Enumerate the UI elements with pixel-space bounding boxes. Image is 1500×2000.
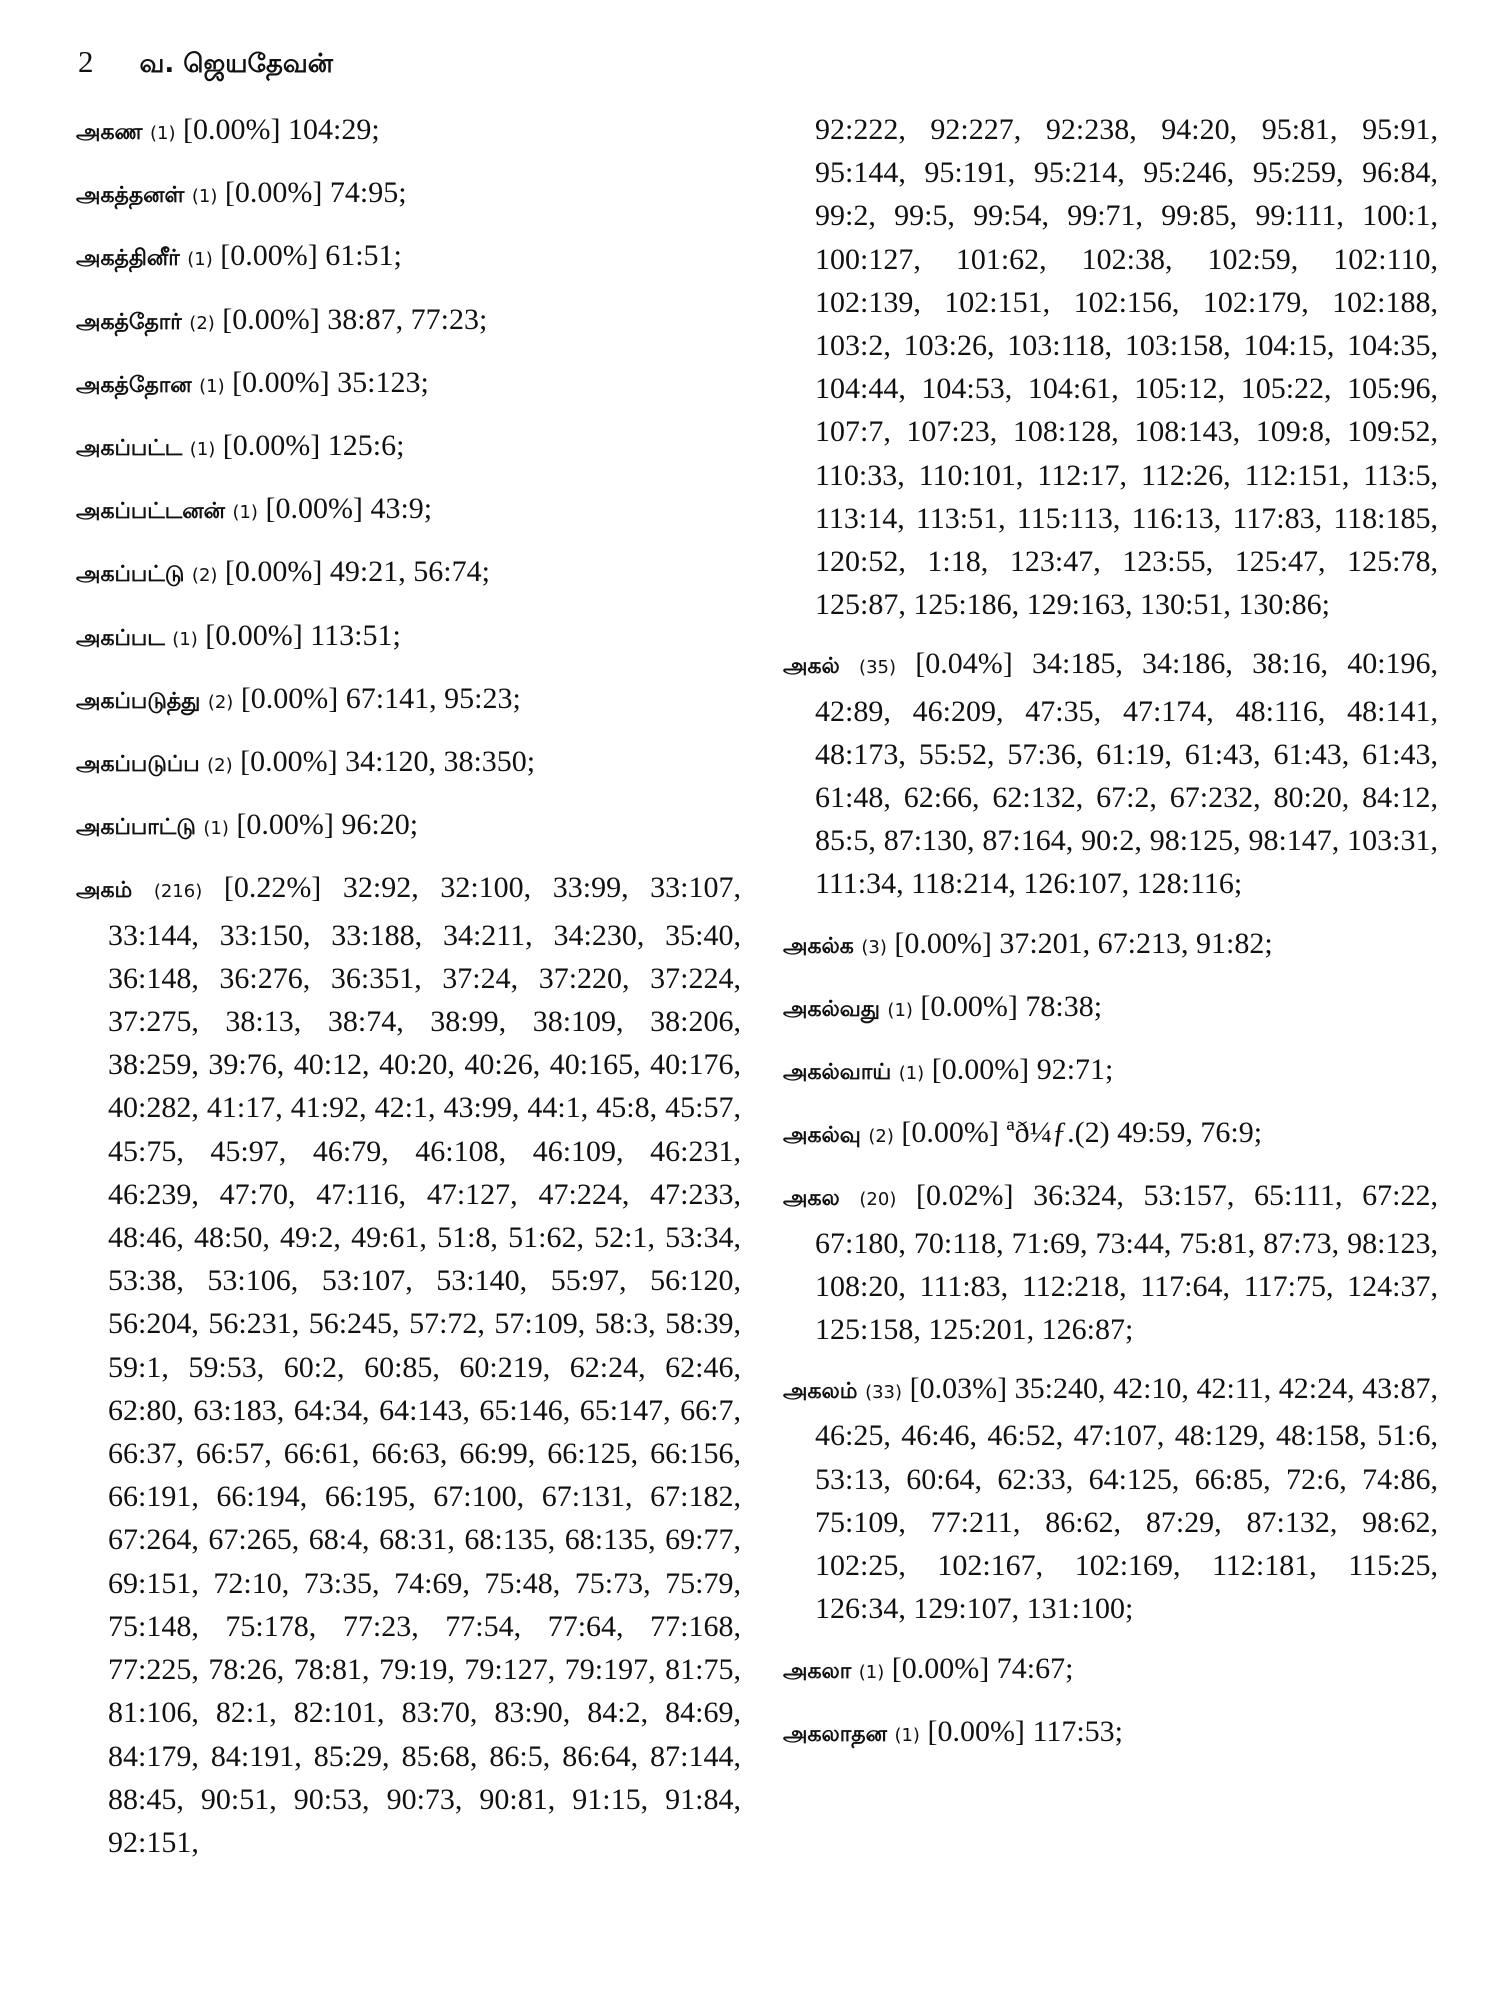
headword: அகத்தினீர் [76,246,180,272]
entry-references: 74:95; [329,176,407,210]
index-entry [76,171,741,218]
entry-references: 35:123; [337,365,429,399]
headword: அகத்தோன [76,372,192,398]
headword: அகப்பட [76,625,165,651]
entry-percent: [0.00%] [240,681,339,715]
entry-count: (1) [191,186,218,208]
entry-percent: [0.00%] [927,1714,1025,1748]
entry-references: 37:201, 67:213, 91:82; [999,926,1273,960]
headword: அகல் [783,654,840,680]
entry-count: (2) [207,691,234,713]
entry-percent: [0.02%] [915,1179,1014,1213]
entry-count: (216) [153,881,203,903]
entry-count: (1) [232,502,258,524]
entry-percent: [0.04%] [915,647,1013,681]
entry-references: 78:38; [1025,989,1103,1023]
entry-count: (1) [172,628,198,650]
index-entry [76,361,741,408]
entry-count: (1) [199,375,225,397]
index-entry [783,642,1438,905]
left-column [76,108,741,1880]
entry-percent: [0.00%] [891,1651,990,1685]
entry-references: 36:324, 53:157, 65:111, 67:22, 67:180, 70:118, 71:69, 73:44, 75:81, 87:73, 98:123, 108:20, 111:83, 112:218, 117:64, 117:75, 124:37, 125:158, 125:201, 126:87; [815,1179,1438,1347]
entry-percent: [0.03%] [909,1372,1008,1406]
entry-percent: [0.00%] [901,1116,999,1150]
headword: அகத்தனள் [76,183,185,209]
index-entry [76,298,741,345]
index-entry [783,1174,1438,1351]
headword: அகப்பாட்டு [76,815,196,841]
entry-references: 61:51; [325,239,402,273]
entry-percent: [0.00%] [265,492,363,526]
page-header [78,44,333,94]
entry-references: 35:240, 42:10, 42:11, 42:24, 43:87, 46:25, 46:46, 46:52, 47:107, 48:129, 48:158, 51:6, 53:13, 60:64, 62:33, 64:125, 66:85, 72:6, 74:86, 75:109, 77:211, 86:62, 87:29, 87:132, 98:62, 102:25, 102:167, 102:169, 112:181, 115:25, 126:34, 129:107, 131:100; [815,1372,1439,1626]
entry-references: 38:87, 77:23; [327,302,488,336]
page-number: 2 [78,44,94,79]
index-entry [76,234,741,281]
index-entry [783,1048,1438,1095]
entry-percent: [0.00%] [894,926,992,960]
entry-percent: [0.22%] [223,871,322,905]
index-entry [76,108,741,155]
entry-count: (20) [859,1189,897,1211]
entry-percent: [0.00%] [224,555,323,589]
entry-count: (2) [189,312,215,334]
entry-references: ªð¼ƒ.(2) 49:59, 76:9; [1006,1116,1263,1150]
index-entry [783,922,1438,969]
entry-percent: [0.00%] [240,745,338,779]
entry-percent: [0.00%] [232,365,330,399]
entry-percent: [0.00%] [220,239,318,273]
entry-count: (1) [203,818,229,840]
headword: அகப்படுப்ப [76,752,200,778]
entry-references: 92:71; [1036,1053,1114,1087]
continued-references: 92:222, 92:227, 92:238, 94:20, 95:81, 95:91, 95:144, 95:191, 95:214, 95:246, 95:259, 96:84, 99:2, 99:5, 99:54, 99:71, 99:85, 99:111, 100:1, 100:127, 101:62, 102:38, 102:59, 102:110, 102:139, 102:151, 102:156, 102:179, 102:188, 103:2, 103:26, 103:118, 103:158, 104:15, 104:35, 104:44, 104:53, 104:61, 105:12, 105:22, 105:96, 107:7, 107:23, 108:128, 108:143, 109:8, 109:52, 110:33, 110:101, 112:17, 112:26, 112:151, 113:5, 113:14, 113:51, 115:113, 116:13, 117:83, 118:185, 120:52, 1:18, 123:47, 123:55, 125:47, 125:78, 125:87, 125:186, 129:163, 130:51, 130:86; [815,113,1438,622]
headword: அகல்வு [783,1123,861,1149]
entry-count: (1) [858,1661,885,1683]
entry-references: 34:185, 34:186, 38:16, 40:196, 42:89, 46:209, 47:35, 47:174, 48:116, 48:141, 48:173, 55:52, 57:36, 61:19, 61:43, 61:43, 61:43, 61:48, 62:66, 62:132, 67:2, 67:232, 80:20, 84:12, 85:5, 87:130, 87:164, 90:2, 98:125, 98:147, 103:31, 111:34, 118:214, 126:107, 128:116; [815,647,1439,901]
entry-count: (1) [187,249,213,271]
entry-count: (3) [861,936,887,958]
headword: அகல்க [783,933,854,959]
right-column [783,108,1438,1773]
index-entry [783,1111,1438,1158]
index-entry [783,1710,1438,1757]
entry-percent: [0.00%] [222,302,320,336]
entry-count: (1) [150,123,176,144]
index-entry [76,424,741,471]
index-entry [76,614,741,661]
entry-count: (2) [868,1126,894,1148]
entry-references: 32:92, 32:100, 33:99, 33:107, 33:144, 33:150, 33:188, 34:211, 34:230, 35:40, 36:148, 36:276, 36:351, 37:24, 37:220, 37:224, 37:275, 38:13, 38:74, 38:99, 38:109, 38:206, 38:259, 39:76, 40:12, 40:20, 40:26, 40:165, 40:176, 40:282, 41:17, 41:92, 42:1, 43:99, 44:1, 45:8, 45:57, 45:75, 45:97, 46:79, 46:108, 46:109, 46:231, 46:239, 47:70, 47:116, 47:127, 47:224, 47:233, 48:46, 48:50, 49:2, 49:61, 51:8, 51:62, 52:1, 53:34, 53:38, 53:106, 53:107, 53:140, 55:97, 56:120, 56:204, 56:231, 56:245, 57:72, 57:109, 58:3, 58:39, 59:1, 59:53, 60:2, 60:85, 60:219, 62:24, 62:46, 62:80, 63:183, 64:34, 64:143, 65:146, 65:147, 66:7, 66:37, 66:57, 66:61, 66:63, 66:99, 66:125, 66:156, 66:191, 66:194, 66:195, 67:100, 67:131, 67:182, 67:264, 67:265, 68:4, 68:31, 68:135, 68:135, 69:77, 69:151, 72:10, 73:35, 74:69, 75:48, 75:73, 75:79, 75:148, 75:178, 77:23, 77:54, 77:64, 77:168, 77:225, 78:26, 78:81, 79:19, 79:127, 79:197, 81:75, 81:106, 82:1, 82:101, 83:70, 83:90, 84:2, 84:69, 84:179, 84:191, 85:29, 85:68, 86:5, 86:64, 87:144, 88:45, 90:51, 90:53, 90:73, 90:81, 91:15, 91:84, 92:151, [108,871,742,1859]
entry-references: 67:141, 95:23; [345,681,521,715]
entry-count: (2) [191,565,218,587]
headword: அகப்படுத்து [76,688,201,714]
index-entry [783,985,1438,1032]
index-entry [76,550,741,597]
entry-count: (35) [859,657,896,679]
index-entry [76,740,741,787]
entry-references: 113:51; [310,618,401,652]
headword: அகல்வாய் [783,1060,892,1086]
headword: அகப்பட்ட [76,436,183,462]
index-entry [783,1647,1438,1694]
entry-references: 43:9; [370,492,433,526]
headword: அகண [76,120,143,145]
index-entry [76,487,741,534]
entry-references: 74:67; [996,1651,1074,1685]
entry-count: (2) [207,755,233,777]
entry-percent: [0.00%] [183,113,281,146]
entry-count: (1) [189,439,216,461]
headword: அகலம் [783,1379,858,1405]
headword: அகத்தோர் [76,309,182,335]
entry-references: 96:20; [341,808,419,842]
headword: அகப்பட்டு [76,562,185,588]
entry-percent: [0.00%] [236,808,334,842]
headword: அகலா [783,1658,852,1684]
entry-percent: [0.00%] [224,176,323,210]
headword: அகல்வது [783,996,880,1022]
entry-references: 125:6; [327,429,405,463]
entry-references: 34:120, 38:350; [345,745,536,779]
index-entry [783,1367,1438,1630]
entry-percent: [0.00%] [920,989,1018,1023]
index-entry [76,866,741,1864]
entry-count: (1) [894,1724,920,1746]
entry-count: (1) [887,999,913,1021]
entry-percent: [0.00%] [931,1053,1030,1087]
entry-percent: [0.00%] [222,429,321,463]
entry-references: 104:29; [288,113,380,146]
running-head-author: வ. ஜெயதேவன் [139,49,334,79]
entry-count: (1) [898,1063,925,1085]
entry-percent: [0.00%] [205,618,303,652]
headword: அகலாதன [783,1721,887,1747]
headword: அகல [783,1186,840,1212]
entry-count: (33) [865,1382,903,1404]
headword: அகம் [76,878,133,904]
entry-references: 49:21, 56:74; [329,555,490,589]
headword: அகப்பட்டனன் [76,499,225,525]
entry-references: 117:53; [1032,1714,1123,1748]
index-entry [76,677,741,724]
index-entry [76,803,741,850]
